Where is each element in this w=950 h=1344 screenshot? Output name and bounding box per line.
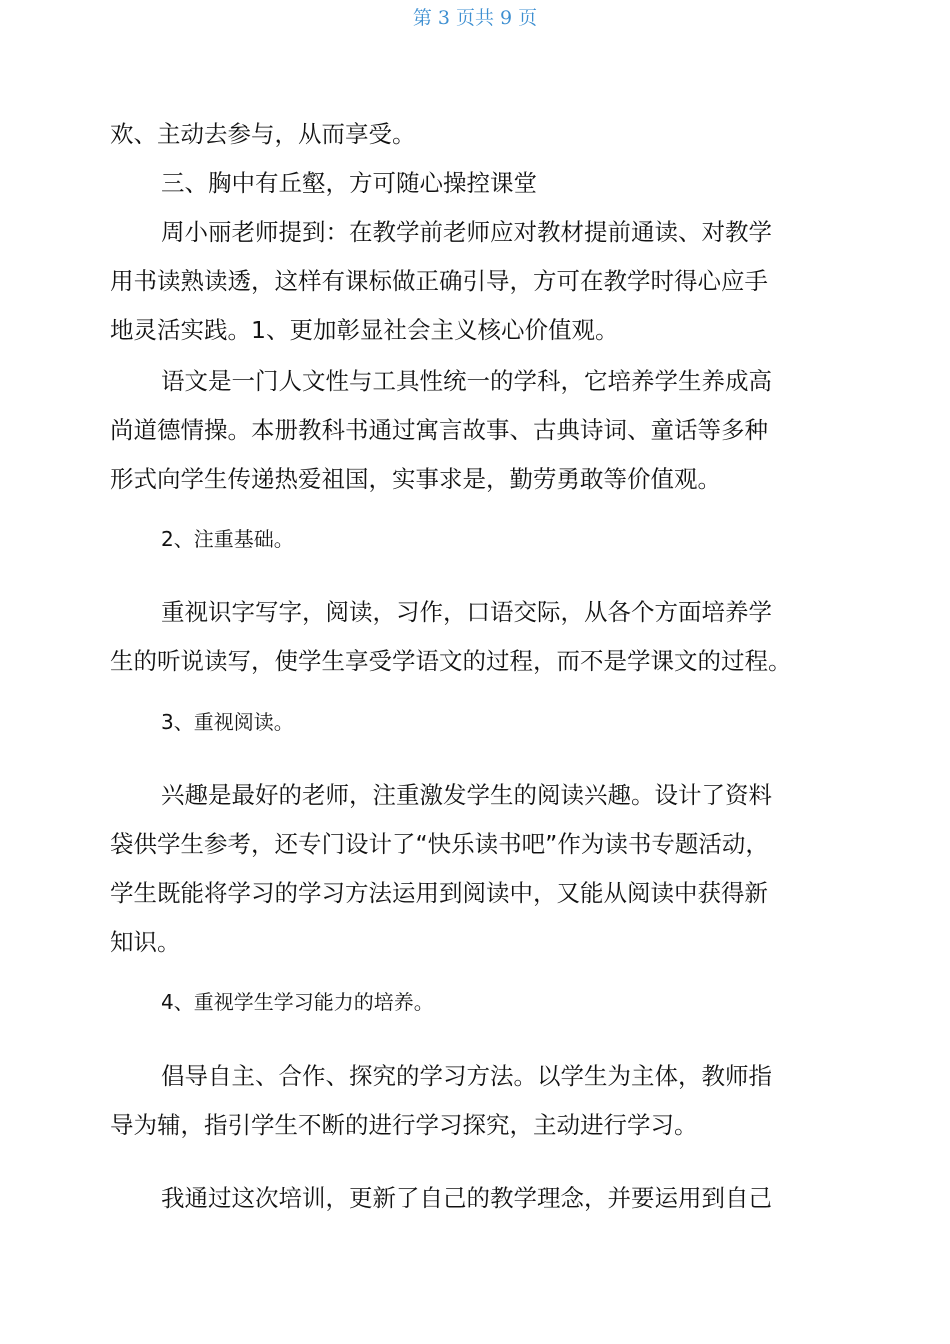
text-line: 3、重视阅读。 [161,710,294,734]
text-line: 三、胸中有丘壑，方可随心操控课堂 [161,169,537,197]
text-line: 知识。 [110,928,181,956]
numbered-heading [110,978,840,1027]
paragraph [110,208,840,355]
text-line: 倡导自主、合作、探究的学习方法。以学生为主体，教师指 [161,1062,772,1090]
text-line: 重视识字写字，阅读，习作，口语交际，从各个方面培养学 [161,598,772,626]
text-line: 我通过这次培训，更新了自己的教学理念，并要运用到自己 [161,1184,772,1212]
text-line: 学生既能将学习的学习方法运用到阅读中，又能从阅读中获得新 [110,879,768,907]
paragraph [110,110,840,159]
text-line: 用书读熟读透，这样有课标做正确引导，方可在教学时得心应手 [110,267,768,295]
text-line: 尚道德情操。本册教科书通过寓言故事、古典诗词、童话等多种 [110,416,768,444]
paragraph [110,1052,840,1150]
text-line: 生的听说读写，使学生享受学语文的过程，而不是学课文的过程。 [110,647,792,675]
paragraph [110,357,840,504]
text-line: 袋供学生参考，还专门设计了“快乐读书吧”作为读书专题活动， [110,830,769,858]
text-line: 形式向学生传递热爱祖国，实事求是，勤劳勇敢等价值观。 [110,465,721,493]
text-line: 2、注重基础。 [161,527,294,551]
paragraph [110,588,840,686]
text-line: 语文是一门人文性与工具性统一的学科，它培养学生养成高 [161,367,772,395]
numbered-heading [110,698,840,747]
text-line: 地灵活实践。1、更加彰显社会主义核心价值观。 [110,316,619,344]
page-indicator: 第 3 页共 9 页 [412,7,538,29]
text-line: 4、重视学生学习能力的培养。 [161,990,434,1014]
section-heading [110,159,840,208]
text-line: 欢、主动去参与，从而享受。 [110,120,416,148]
text-line: 周小丽老师提到：在教学前老师应对教材提前通读、对教学 [161,218,772,246]
text-line: 导为辅，指引学生不断的进行学习探究，主动进行学习。 [110,1111,698,1139]
paragraph [110,1174,840,1223]
paragraph [110,771,840,967]
numbered-heading [110,515,840,564]
text-line: 兴趣是最好的老师，注重激发学生的阅读兴趣。设计了资料 [161,781,772,809]
